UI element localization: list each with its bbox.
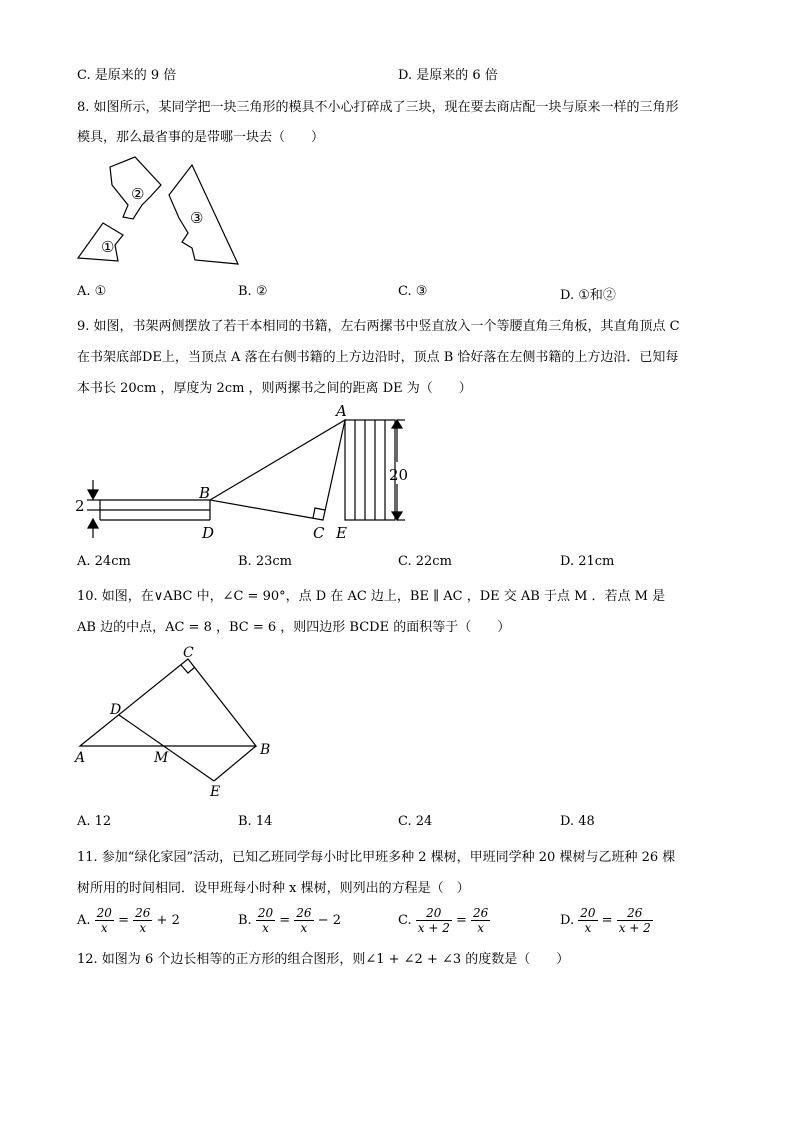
q11-option-a: A. $\frac{20}{x}$ = $\frac{26}{x}$ + 2 [77, 906, 180, 935]
q11-text-line2: 树所用的时间相同．设甲班每小时种 x 棵树，则列出的方程是（ ） [77, 881, 470, 896]
label-A: A [75, 750, 86, 766]
label-M: M [154, 750, 169, 766]
q10-option-c: C. 24 [398, 814, 433, 829]
q9-text-line1: 9. 如图，书架两侧摆放了若干本相同的书籍，左右两摞书中竖直放入一个等腰直角三角板，其直角顶点 C [77, 319, 680, 334]
q12-text-line1: 12. 如图为 6 个边长相等的正方形的组合图形，则∠1 + ∠2 + ∠3 的度数是（ ） [77, 952, 570, 967]
q10-option-a: A. 12 [77, 814, 112, 829]
q8-option-c: C. ③ [398, 284, 428, 299]
label-E: E [336, 524, 347, 542]
q10-option-d: D. 48 [560, 814, 595, 829]
q9-option-c: C. 22cm [398, 554, 452, 569]
q8-text-line1: 8. 如图所示，某同学把一块三角形的模具不小心打碎成了三块，现在要去商店配一块与原来一样的三角形 [77, 100, 679, 115]
q9-text-line2: 在书架底部DE上，当顶点 A 落在右侧书籍的上方边沿时，顶点 B 恰好落在左侧书籍的上方边沿．已知每 [77, 350, 679, 365]
q8-option-d: D. ①和② [560, 288, 616, 303]
piece-3-shape [169, 165, 238, 264]
label-2: 2 [75, 497, 85, 515]
q10-figure [70, 642, 280, 802]
q9-figure [70, 400, 450, 545]
q9-option-b: B. 23cm [238, 554, 292, 569]
label-B: B [199, 484, 211, 502]
q8-option-b: B. ② [238, 284, 268, 299]
label-B: B [260, 742, 271, 758]
label-C: C [313, 524, 325, 542]
label-C: C [183, 645, 194, 661]
q8-figure [70, 155, 270, 270]
q11-option-b: B. $\frac{20}{x}$ = $\frac{26}{x}$ − 2 [238, 906, 341, 935]
q10-option-b: B. 14 [238, 814, 273, 829]
q11-option-d: D. $\frac{20}{x}$ = $\frac{26}{x + 2}$ [560, 906, 651, 935]
piece-1-label: ① [101, 238, 115, 256]
q9-option-a: A. 24cm [77, 554, 131, 569]
label-D: D [110, 702, 122, 718]
q8-option-a: A. ① [77, 284, 107, 299]
q8-text-line2: 模具，那么最省事的是带哪一块去（ ） [77, 130, 325, 145]
q10-text-line2: AB 边的中点，AC = 8 ，BC = 6 ，则四边形 BCDE 的面积等于（ ） [77, 620, 511, 635]
q11-option-c: C. $\frac{20}{x + 2}$ = $\frac{26}{x}$ [398, 906, 489, 935]
piece-2-label: ② [131, 185, 145, 203]
q11-text-line1: 11. 参加“绿化家园”活动，已知乙班同学每小时比甲班多种 2 棵树，甲班同学种 20 棵树与乙班种 26 棵 [77, 850, 676, 865]
label-A: A [336, 402, 347, 420]
q7-option-c: C. 是原来的 9 倍 [77, 68, 177, 83]
label-E: E [210, 784, 221, 800]
q7-option-d: D. 是原来的 6 倍 [398, 68, 498, 83]
piece-3-label: ③ [190, 209, 204, 227]
label-20: 20 [389, 466, 409, 484]
q9-text-line3: 本书长 20cm ，厚度为 2cm ，则两摞书之间的距离 DE 为（ ） [77, 381, 472, 396]
label-D: D [202, 524, 215, 542]
q10-text-line1: 10. 如图，在∨ABC 中，∠C = 90°，点 D 在 AC 边上，BE ∥ AC ，DE 交 AB 于点 M ．若点 M 是 [77, 589, 666, 604]
q9-option-d: D. 21cm [560, 554, 615, 569]
